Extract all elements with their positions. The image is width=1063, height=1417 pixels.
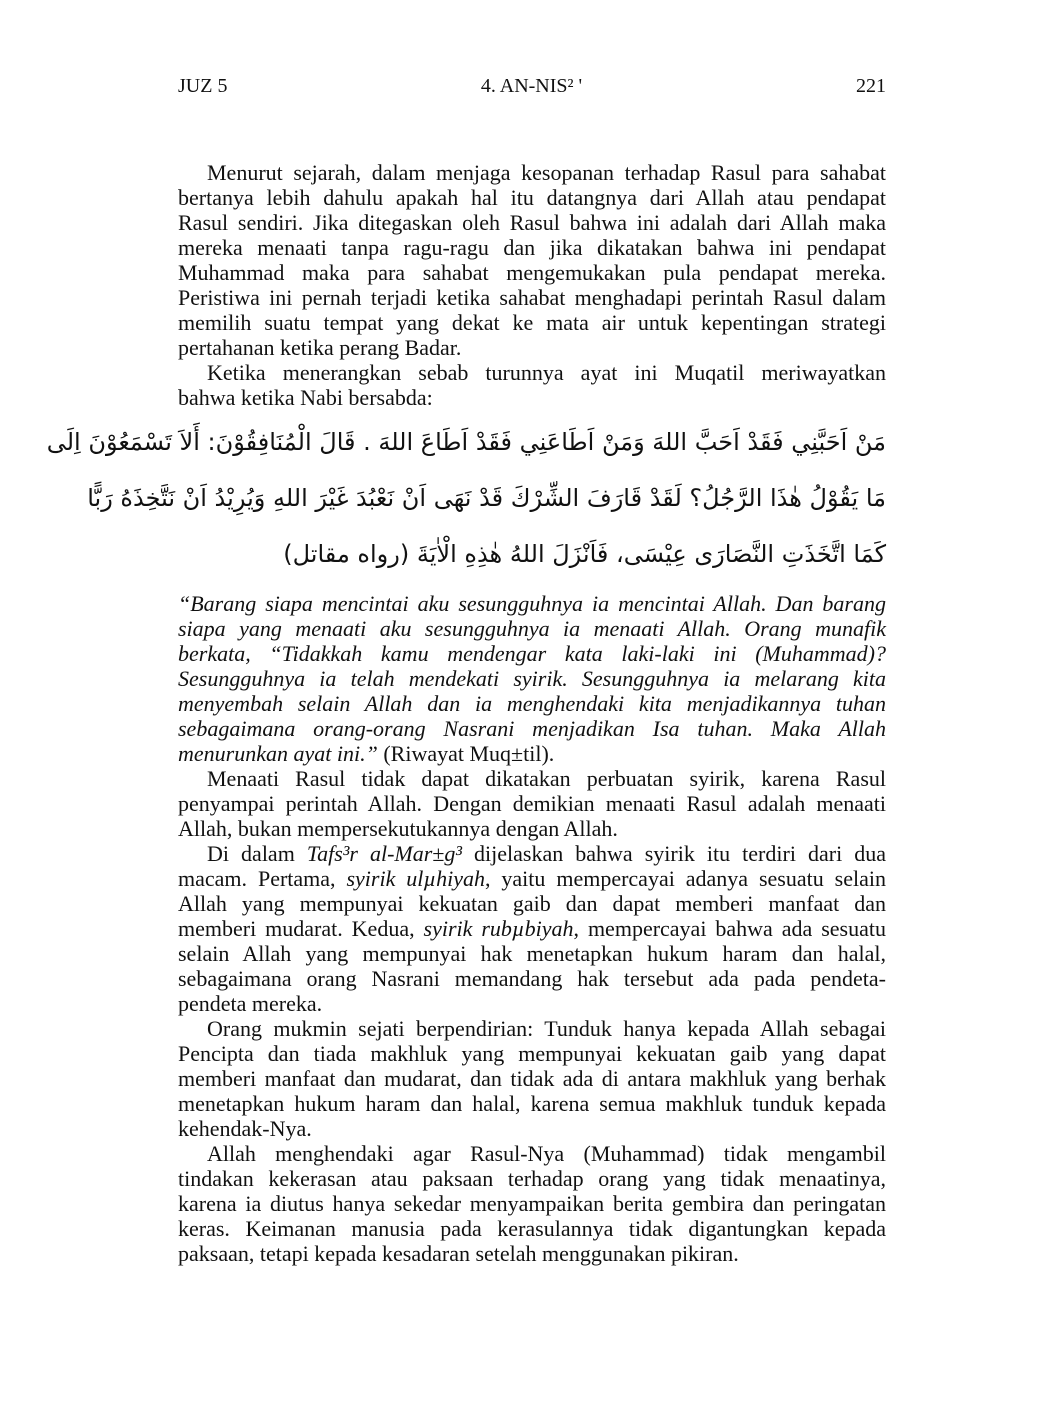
arabic-hadith-quote [46,414,886,582]
text-line [178,591,886,616]
text-line: kehendak-Nya. [178,1116,312,1141]
running-header-surah: 4. AN-NIS² ' [480,75,583,97]
text-line [178,866,886,891]
text-span: , mempercayai bahwa ada sesuatu [573,916,886,941]
text-span: macam. Pertama, [178,866,347,891]
text-line: Muhammad maka para sahabat mengemukakan pula pendapat mereka. [178,260,886,285]
paragraph [178,160,886,360]
arabic-line: كَمَا اتَّخَذَتِ النَّصَارَى عِيْسَى، فَاَنْزَلَ اللهُ هٰذِهِ الْاٰيَةَ (رواه مقاتل) [283,540,886,568]
text-line: selain Allah yang mempunyai hak menetapkan hukum haram dan halal, [178,941,886,966]
text-line: Orang mukmin sejati berpendirian: Tunduk hanya kepada Allah sebagai [207,1016,886,1041]
text-line [178,641,886,666]
text-line: bertanya lebih dahulu apakah hal itu datangnya dari Allah atau pendapat [178,185,886,210]
italic-text: “Barang siapa mencintai aku sesungguhnya ia mencintai Allah. Dan barang [178,591,886,616]
text-span: memberi mudarat. Kedua, [178,916,424,941]
text-span: dijelaskan bahwa syirik itu terdiri dari dua [461,841,886,866]
text-line: Ketika menerangkan sebab turunnya ayat ini Muqatil meriwayatkan [207,360,886,385]
text-line: penyampai perintah Allah. Dengan demikian menaati Rasul adalah menaati [178,791,886,816]
text-line: Allah, bukan mempersekutukannya dengan Allah. [178,816,618,841]
text-line: Menurut sejarah, dalam menjaga kesopanan terhadap Rasul para sahabat [207,160,886,185]
italic-text: siapa yang menaati aku sesungguhnya ia menaati Allah. Orang munafik [178,616,886,641]
text-line: bahwa ketika Nabi bersabda: [178,385,433,410]
text-line [178,741,886,766]
text-line: pendeta mereka. [178,991,323,1016]
text-line: mereka menaati tanpa ragu-ragu dan jika dikatakan bahwa ini pendapat [178,235,886,260]
italic-text: menurunkan ayat ini.” [178,741,378,766]
running-header-juz: JUZ 5 [178,75,228,97]
italic-text: Sesungguhnya ia telah mendekati syirik. Sesungguhnya ia melarang kita [178,666,886,691]
text-line: memberi manfaat dan mudarat, dan tidak ada di antara makhluk yang berhak [178,1066,886,1091]
text-line: sebagaimana orang Nasrani memandang hak tersebut ada pada pendeta- [178,966,886,991]
text-line [178,716,886,741]
text-line: Allah yang mempunyai kekuatan gaib dan dapat memberi manfaat dan [178,891,886,916]
text-line: Rasul sendiri. Jika ditegaskan oleh Rasul bahwa ini adalah dari Allah maka [178,210,886,235]
italic-text: syirik ulµhiyah [346,866,485,891]
paragraph [178,591,886,766]
italic-text: syirik rubµbiyah [423,916,574,941]
arabic-line: مَنْ اَحَبَّنِي فَقَدْ اَحَبَّ اللهَ وَمَنْ اَطَاعَنِي فَقَدْ اَطَاعَ اللهَ . قَالَ الْمُنَافِقُوْنَ: أَلاَ تَسْمَعُوْنَ اِلَى [46,428,886,456]
paragraph [178,841,886,1016]
text-line: tindakan kekerasan atau paksaan terhadap orang yang tidak menaatinya, [178,1166,886,1191]
text-line [178,666,886,691]
text-line: paksaan, tetapi kepada kesadaran setelah menggunakan pikiran. [178,1241,739,1266]
body-text-bottom [178,591,886,1266]
paragraph [178,1016,886,1141]
arabic-line: مَا يَقُوْلُ هٰذَا الرَّجُلُ؟ لَقَدْ قَارَفَ الشِّرْكَ قَدْ نَهَى اَنْ نَعْبُدَ غَيْرَ اللهِ وَيُرِيْدُ اَنْ نَتَّخِذَهُ رَبًّا [87,484,886,512]
text-line: pertahanan ketika perang Badar. [178,335,462,360]
italic-text: sebagaimana orang-orang Nasrani menjadikan Isa tuhan. Maka Allah [178,716,886,741]
text-line [178,691,886,716]
text-line: menetapkan hukum haram dan halal, karena semua makhluk tunduk kepada [178,1091,886,1116]
text-span: (Riwayat Muq±til). [377,741,555,766]
body-text-top [178,160,886,410]
paragraph [178,360,886,410]
text-line: keras. Keimanan manusia pada kerasulannya tidak digantungkan kepada [178,1216,886,1241]
text-line: Pencipta dan tiada makhluk yang mempunyai kekuatan gaib yang dapat [178,1041,886,1066]
text-line: Peristiwa ini pernah terjadi ketika sahabat menghadapi perintah Rasul dalam [178,285,886,310]
text-line: memilih suatu tempat yang dekat ke mata air untuk kepentingan strategi [178,310,886,335]
text-line [178,841,886,866]
text-span: Di dalam [207,841,307,866]
text-line: Menaati Rasul tidak dapat dikatakan perbuatan syirik, karena Rasul [207,766,886,791]
italic-text: Tafs³r al-Mar±g³ [306,841,462,866]
paragraph [178,1141,886,1266]
text-line [178,616,886,641]
text-line [178,916,886,941]
italic-text: menyembah selain Allah dan ia menghendaki kita menjadikannya tuhan [178,691,886,716]
text-line: Allah menghendaki agar Rasul-Nya (Muhammad) tidak mengambil [207,1141,886,1166]
text-span: , yaitu mempercayai adanya sesuatu selain [484,866,886,891]
page-number: 221 [856,75,886,97]
text-line: karena ia diutus hanya sekedar menyampaikan berita gembira dan peringatan [178,1191,886,1216]
paragraph [178,766,886,841]
italic-text: berkata, “Tidakkah kamu mendengar kata laki-laki ini (Muhammad)? [178,641,886,666]
